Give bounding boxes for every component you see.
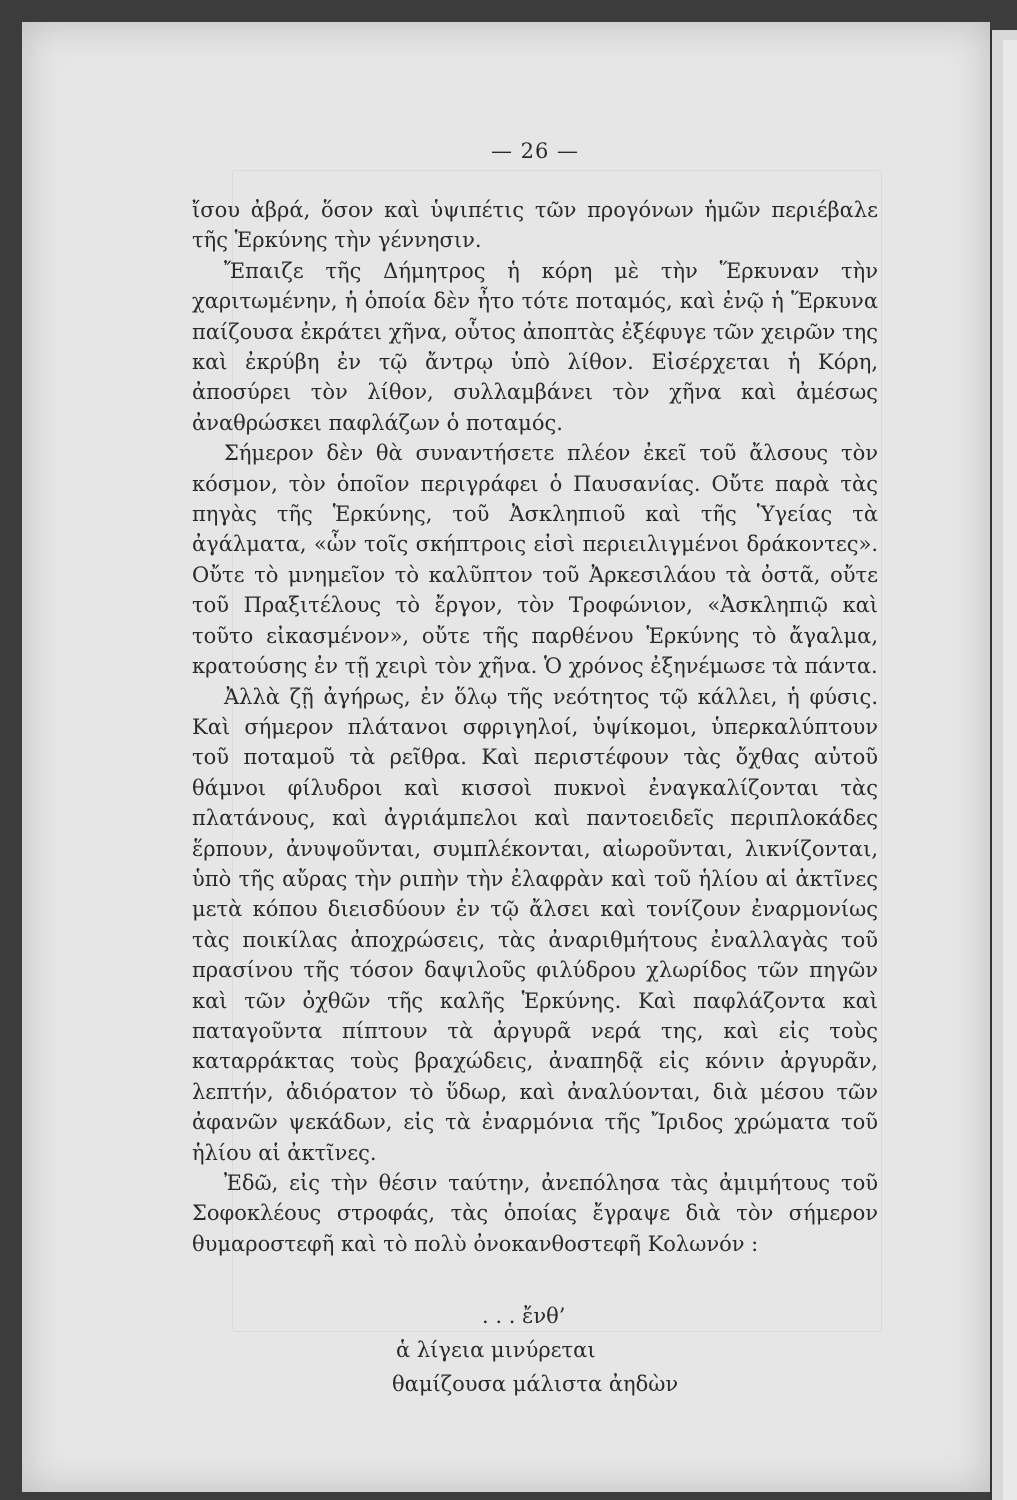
verse-line-3: θαμίζουσα μάλιστα ἀηδὼν [392,1372,679,1397]
verse-line-2: ἁ λίγεια μινύρεται [396,1338,596,1363]
page-text-block [192,133,878,1401]
next-page-edge-inner [1003,40,1017,1500]
paragraph-erkyna-myth: Ἔπαιζε τῆς Δήμητρος ἡ κόρη μὲ τὴν Ἕρκυναν τὴν χαριτωμένην, ἡ ὁποία δὲν ἦτο τότε ποταμός, καὶ ἐνῷ ἡ Ἕρκυνα παίζουσα ἐκράτει χῆνα, οὗτος ἀποπτὰς ἐξέφυγε τῶν χειρῶν της καὶ ἐκρύβη ἐν τῷ ἄντρῳ ὑπὸ λίθον. Εἰσέρχεται ἡ Κόρη, ἀποσύρει τὸν λίθον, συλλαμβάνει τὸν χῆνα καὶ ἀμέσως ἀναθρώσκει παφλάζων ὁ ποταμός. [192,258,878,435]
verse-quotation [192,1299,878,1401]
paragraph-continuation: ἴσου ἀβρά, ὅσον καὶ ὑψιπέτις τῶν προγόνων ἡμῶν περιέβαλε τῆς Ἑρκύνης τὴν γέννησιν. [192,198,878,253]
page-number: — 26 — [490,139,580,163]
verse-line-1: . . . ἔνθ’ [482,1304,566,1329]
paragraph-sophocles: Ἐδῶ, εἰς τὴν θέσιν ταύτην, ἀνεπόλησα τὰς ἀμιμήτους τοῦ Σοφοκλέους στροφάς, τὰς ὁποίας ἔγραψε διὰ τὸν σήμερον θυμαροστεφῆ καὶ τὸ πολὺ ὀνοκανθοστεφῆ Κολωνόν : [192,1171,878,1256]
paragraph-pausanias: Σήμερον δὲν θὰ συναντήσετε πλέον ἐκεῖ τοῦ ἄλσους τὸν κόσμον, τὸν ὁποῖον περιγράφει ὁ Παυσανίας. Οὔτε παρὰ τὰς πηγὰς τῆς Ἑρκύνης, τοῦ Ἀσκληπιοῦ καὶ τῆς Ὑγείας τὰ ἀγάλματα, «ὧν τοῖς σκήπτροις εἰσὶ περιειλιγμένοι δράκοντες». Οὔτε τὸ μνημεῖον τὸ καλῦπτον τοῦ Ἀρκεσιλάου τὰ ὀστᾶ, οὔτε τοῦ Πραξιτέλους τὸ ἔργον, τὸν Τροφώνιον, «Ἀσκληπιῷ καὶ τοῦτο εἰκασμένον», οὔτε τῆς παρθένου Ἑρκύνης τὸ ἄγαλμα, κρατούσης ἐν τῇ χειρὶ τὸν χῆνα. Ὁ χρόνος ἐξηνέμωσε τὰ πάντα. [192,441,878,679]
paragraph-nature: Ἀλλὰ ζῇ ἀγήρως, ἐν ὅλῳ τῆς νεότητος τῷ κάλλει, ἡ φύσις. Καὶ σήμερον πλάτανοι σφριγηλοί, ὑψίκομοι, ὑπερκαλύπτουν τοῦ ποταμοῦ τὰ ρεῖθρα. Καὶ περιστέφουν τὰς ὄχθας αὐτοῦ θάμνοι φίλυδροι καὶ κισσοὶ πυκνοὶ ἐναγκαλίζονται τὰς πλατάνους, καὶ ἀγριάμπελοι καὶ παντοειδεῖς περιπλοκάδες ἕρπουν, ἀνυψοῦνται, συμπλέκονται, αἰωροῦνται, λικνίζονται, ὑπὸ τῆς αὔρας τὴν ριπὴν τὴν ἐλαφρὰν καὶ τοῦ ἡλίου αἱ ἀκτῖνες μετὰ κόπου διεισδύουν ἐν τῷ ἄλσει καὶ τονίζουν ἐναρμονίως τὰς ποικίλας ἀποχρώσεις, τὰς ἀναριθμήτους ἐναλλαγὰς τοῦ πρασίνου τῆς τόσον δαψιλοῦς φιλύδρου χλωρίδος τῶν πηγῶν καὶ τῶν ὀχθῶν τῆς καλῆς Ἑρκύνης. Καὶ παφλάζοντα καὶ παταγοῦντα πίπτουν τὰ ἀργυρᾶ νερά της, καὶ εἰς τοὺς καταρράκτας τοὺς βραχώδεις, ἀναπηδᾷ εἰς κόνιν ἀργυρᾶν, λεπτήν, ἀδιόρατον τὸ ὕδωρ, καὶ ἀναλύονται, διὰ μέσου τῶν ἀφανῶν ψεκάδων, εἰς τὰ ἐναρμόνια τῆς Ἴριδος χρώματα τοῦ ἡλίου αἱ ἀκτῖνες. [192,684,878,1165]
